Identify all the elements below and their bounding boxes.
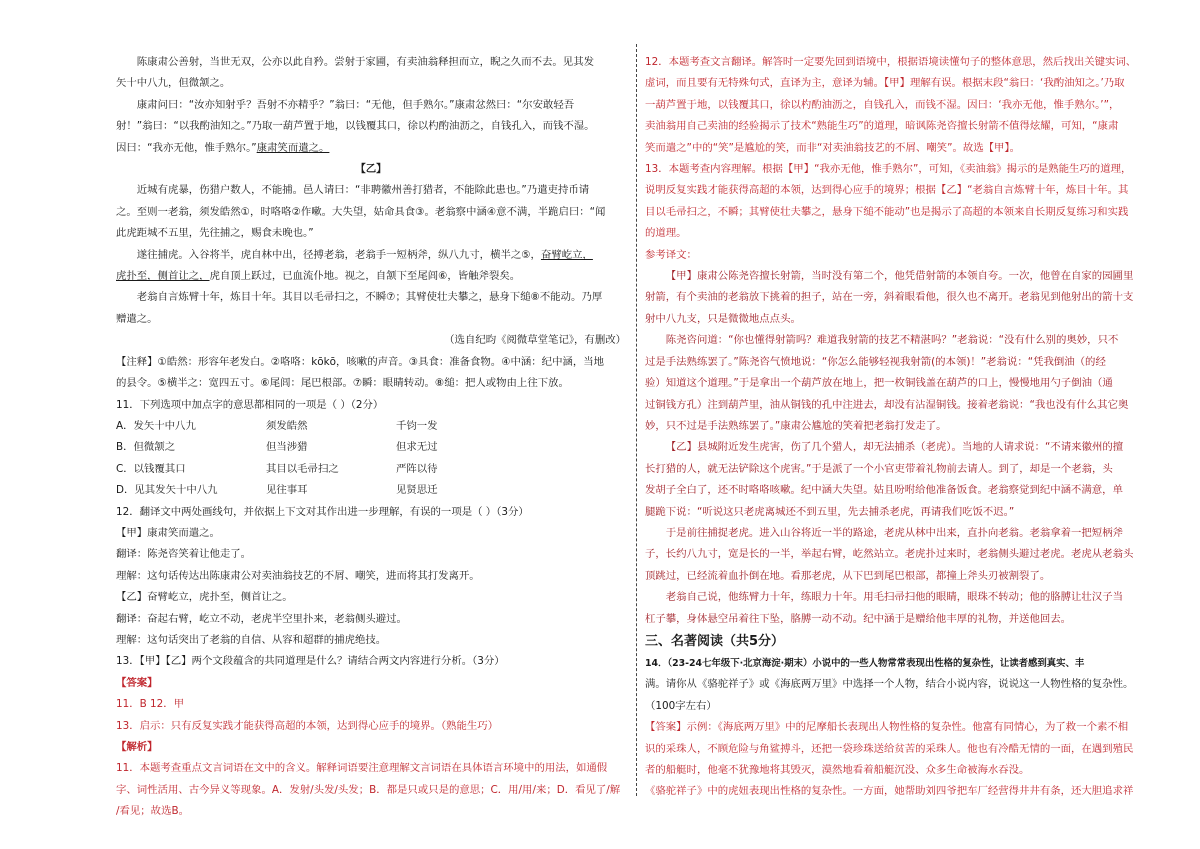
translation-line: 妙，只不过是手法熟练罢了。”康肃公尴尬的笑着把老翁打发走了。	[645, 419, 947, 432]
option-c-1: C．以钱覆其口	[116, 462, 186, 475]
translation-line: 杠子攀，身体悬空吊着往下坠，胳膊一动不动。纪中涵于是赠给他丰厚的礼物，并送他回去。	[645, 612, 1072, 625]
passage-text: 因曰：“我亦无他，惟手熟尔。”	[116, 141, 257, 154]
analysis-line: 卖油翁用自己卖油的经验揭示了技术“熟能生巧”的道理，暗讽陈尧咨擅长射箭不值得炫耀，可知，“康肃	[645, 120, 1119, 133]
passage-yi-line: 之。至则一老翁，须发皓然①，时咯咯②作嗽。大失望，姑命具食③。老翁察中涵④意不满，半跪启曰：“闻	[116, 205, 606, 218]
right-column	[645, 52, 1153, 803]
analysis-line: 虚词，而且要有无特殊句式，直译为主，意译为辅。【甲】理解有误。根据末段“翁曰：‘我酌油知之。’乃取	[645, 77, 1125, 90]
translation-line: 【甲】康肃公陈尧咨擅长射箭，当时没有第二个，他凭借射箭的本领自夸。一次，他曾在自家的园圃里	[665, 270, 1134, 283]
answer-line: 13．启示：只有反复实践才能获得高超的本领，达到得心应手的境界。（熟能生巧）	[116, 719, 499, 732]
underlined-sentence: 虎扑至，侧首让之，	[116, 270, 210, 283]
column-divider	[636, 44, 637, 796]
option-d-2: 见往事耳	[266, 484, 308, 497]
analysis-line: 13．本题考查内容理解。根据【甲】“我亦无他，惟手熟尔”，可知，《卖油翁》揭示的是熟能生巧的道理，	[645, 163, 1132, 176]
option-a-3: 千钧一发	[396, 419, 438, 432]
notes-line: 【注释】①皓然：形容年老发白。②咯咯：kōkō，咳嗽的声音。③具食：准备食物。④中涵：纪中涵，当地	[116, 355, 605, 368]
analysis-line: 目以毛帚扫之，不瞬；其臂使壮夫攀之，悬身下缒不能动”也是揭示了高超的本领来自长期反复练习和实践	[645, 205, 1129, 218]
answer-label: 【答案】	[116, 676, 158, 689]
translation-line: 验）知道这个道理。”于是拿出一个葫芦放在地上，把一枚铜钱盖在葫芦的口上，慢慢地用勺子倒油（通	[645, 377, 1113, 390]
analysis-line: 11．本题考查重点文言词语在文中的含义。解释词语要注意理解文言词语在具体语言环境中的用法，如通假	[116, 762, 608, 775]
translation-line: 于是前往捕捉老虎。进入山谷将近一半的路途，老虎从林中出来，直扑向老翁。老翁拿着一把短柄斧	[665, 526, 1123, 539]
translation-line: 发胡子全白了，还不时咯咯咳嗽。纪中涵大失望。姑且吩咐给他准备饭食。老翁察觉到纪中涵不满意，单	[645, 484, 1123, 497]
answer-14-line: 识的采珠人，不顾危险与角鲨搏斗，还把一袋珍珠送给贫苦的采珠人。他也有冷酷无情的一面，在遇到殖民	[645, 742, 1134, 755]
answer-14-line: 【答案】示例：《海底两万里》中的尼摩船长表现出人物性格的复杂性。他富有同情心，为了救一个素不相	[645, 721, 1129, 734]
translation-line: 【乙】县城附近发生虎害，伤了几个猎人，却无法捕杀（老虎）。当地的人请求说：“不请来徽州的擅	[665, 441, 1124, 454]
question-14: 14．（23-24七年级下·北京海淀·期末）小说中的一些人物常常表现出性格的复杂性，让读者感到真实、丰	[645, 657, 1085, 669]
question-12-yi-translation: 翻译：奋起右臂，屹立不动，老虎半空里扑来，老翁侧头避过。	[116, 612, 407, 625]
analysis-line: 一葫芦置于地，以钱覆其口，徐以杓酌油沥之，自钱孔入，而钱不湿。因曰：‘我亦无他，惟手熟尔。’”，	[645, 98, 1120, 111]
passage-yi-line: 赠遣之。	[116, 312, 158, 325]
question-14: 满。请你从《骆驼祥子》或《海底两万里》中选择一个人物，结合小说内容，说说这一人物性格的复杂性。	[645, 678, 1134, 691]
source-citation: （选自纪昀《阅微草堂笔记》，有删改）	[444, 334, 626, 347]
passage-yi-heading: 【乙】	[355, 163, 387, 176]
answer-14-line: 者的船艇时，他毫不犹豫地将其毁灭，漠然地看着船艇沉没、众多生命被海水吞没。	[645, 764, 1030, 776]
left-column	[116, 52, 626, 823]
passage-jia-line: 陈康肃公善射，当世无双，公亦以此自矜。尝射于家圃，有卖油翁释担而立，睨之久而不去。见其发	[136, 56, 594, 68]
translation-line: 过是手法熟练罢了。”陈尧咨气愤地说：“你怎么能够轻视我射箭(的本领)！”老翁说：“凭我倒油（的经	[645, 355, 1106, 368]
answer-14-line: 《骆驼祥子》中的虎妞表现出性格的复杂性。一方面，她帮助刘四爷把车厂经营得井井有条，还大胆追求祥	[645, 785, 1134, 798]
translation-line: 腿跪下说：“听说这只老虎离城还不到五里，先去捕杀老虎，再请我们吃饭不迟。”	[645, 505, 1015, 518]
passage-jia-line	[116, 138, 626, 159]
translation-line: 过铜钱方孔）注到葫芦里，油从铜钱的孔中注进去，却没有沾湿铜钱。接着老翁说：“我也没有什么其它奥	[645, 398, 1129, 411]
question-12-yi-understanding: 理解：这句话突出了老翁的自信、从容和超群的捕虎绝技。	[116, 633, 387, 646]
option-a-2: 须发皓然	[266, 419, 308, 432]
translation-line: 子，长约八九寸，宽是长的一半，举起右臂，屹然站立。老虎扑过来时，老翁侧头避过老虎。老虎从老翁头	[645, 548, 1134, 561]
question-12: 12．翻译文中两处画线句，并依据上下文对其作出进一步理解，有误的一项是（ ）（3分）	[116, 505, 529, 518]
analysis-line: 说明反复实践才能获得高超的本领，达到得心应手的境界；根据【乙】“老翁自言炼臂十年，炼目十年。其	[645, 184, 1129, 197]
analysis-line: 12．本题考查文言翻译。解答时一定要先回到语境中，根据语境读懂句子的整体意思，然后找出关键实词、	[645, 56, 1137, 68]
passage-text: 遂往捕虎。入谷将半，虎自林中出，径搏老翁，老翁手一短柄斧，纵八九寸，横半之⑤，	[136, 248, 541, 261]
reference-translation-label: 参考译文：	[645, 248, 697, 261]
passage-text: 虎自顶上跃过，已血流仆地。视之，自颔下至尾闾⑥，皆触斧裂矣。	[209, 270, 521, 283]
option-b-1: B．但微颔之	[116, 441, 176, 454]
passage-yi-line	[116, 266, 626, 287]
question-13: 13．【甲】【乙】两个文段蕴含的共同道理是什么？请结合两文内容进行分析。（3分）	[116, 655, 505, 668]
question-11: 11．下列选项中加点字的意思都相同的一项是（ ）（2分）	[116, 398, 384, 411]
translation-line: 长打猎的人，就无法铲除这个虎害。”于是派了一个小官吏带着礼物前去请人。到了，却是一个老翁，头	[645, 462, 1113, 475]
option-a-1: A．发矢十中八九	[116, 419, 196, 432]
question-12-jia: 【甲】康肃笑而遣之。	[116, 526, 220, 539]
translation-line: 老翁自己说，他练臂力十年，练眼力十年。用毛扫帚扫他的眼睛，眼珠不转动；他的胳膊让壮汉子当	[665, 591, 1123, 604]
analysis-line: 的道理。	[645, 227, 687, 240]
option-b-3: 但求无过	[396, 441, 438, 454]
question-12-yi: 【乙】奋臂屹立，虎扑至，侧首让之。	[116, 591, 293, 604]
question-14: （100字左右）	[645, 699, 717, 712]
analysis-line: 字、词性活用、古今异义等现象。A．发射/头发/头发；B．都是只或只是的意思；C．用/用/来；D．看见了/解	[116, 783, 621, 796]
passage-jia-line: 矢十中八九，但微颔之。	[116, 77, 231, 90]
underlined-sentence: 奋臂屹立，	[540, 248, 593, 261]
option-d-1: D．见其发矢十中八九	[116, 484, 218, 497]
analysis-line: /看见；故选B。	[116, 805, 189, 818]
translation-line: 陈尧咨问道：“你也懂得射箭吗？难道我射箭的技艺不精湛吗？”老翁说：“没有什么别的奥妙，只不	[665, 334, 1119, 347]
question-12-jia-translation: 翻译：陈尧咨笑着让他走了。	[116, 548, 252, 561]
option-c-2: 其目以毛帚扫之	[266, 462, 339, 475]
option-d-3: 见贤思迁	[396, 484, 438, 497]
analysis-line: 笑而遣之”中的“笑”是尴尬的笑，而非“对卖油翁技艺的不屑、嘲笑”。故选【甲】。	[645, 141, 1020, 154]
question-11-options	[116, 416, 626, 502]
translation-line: 射箭，有个卖油的老翁放下挑着的担子，站在一旁，斜着眼看他，很久也不离开。老翁见到他射出的箭十支	[645, 291, 1134, 304]
passage-jia-line: 康肃问曰：“汝亦知射乎？吾射不亦精乎？”翁曰：“无他，但手熟尔。”康肃忿然曰：“尔安敢轻吾	[136, 98, 575, 111]
passage-yi-line: 老翁自言炼臂十年，炼目十年。其目以毛帚扫之，不瞬⑦；其臂使壮夫攀之，悬身下缒⑧不能动。乃厚	[136, 291, 603, 304]
answer-line: 11．B 12．甲	[116, 698, 185, 711]
analysis-label: 【解析】	[116, 741, 158, 753]
section-heading: 三、名著阅读（共5分）	[645, 633, 785, 649]
passage-jia-line: 射！”翁曰：“以我酌油知之。”乃取一葫芦置于地，以钱覆其口，徐以杓酌油沥之，自钱孔入，而钱不湿。	[116, 120, 595, 133]
translation-line: 射中八九支，只是微微地点点头。	[645, 312, 801, 325]
passage-yi-line: 近城有虎暴，伤猎户数人，不能捕。邑人请曰：“非聘徽州善打猎者，不能除此患也。”乃遣吏持币请	[136, 184, 590, 197]
translation-line: 顶跳过，已经流着血扑倒在地。看那老虎，从下巴到尾巴根部，都撞上斧头刃被割裂了。	[645, 569, 1051, 582]
passage-yi-line	[116, 245, 626, 266]
notes-line: 的县令。⑤横半之：宽四五寸。⑥尾闾：尾巴根部。⑦瞬：眼睛转动。⑧缒：把人或物由上往下放。	[116, 377, 569, 390]
underlined-sentence: 康肃笑而遣之。	[256, 141, 330, 154]
option-b-2: 但当涉猎	[266, 441, 308, 454]
passage-yi-line: 此虎距城不五里，先往捕之，赐食未晚也。”	[116, 227, 314, 240]
question-12-jia-understanding: 理解：这句话传达出陈康肃公对卖油翁技艺的不屑、嘲笑，进而将其打发离开。	[116, 569, 480, 582]
option-c-3: 严阵以待	[396, 462, 438, 475]
